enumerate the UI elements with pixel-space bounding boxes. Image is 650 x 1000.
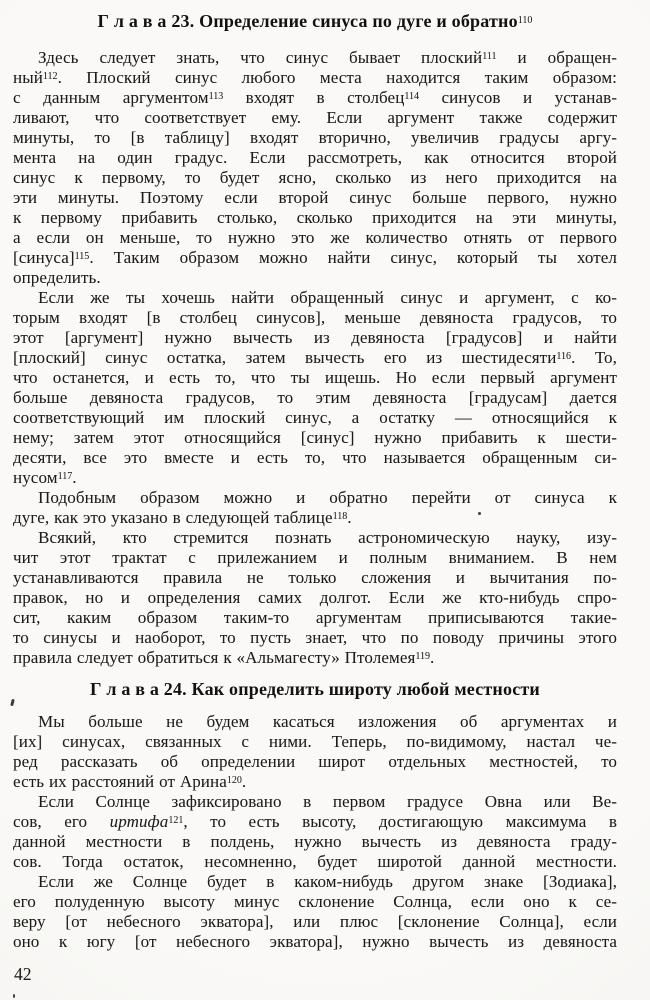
text-run: иртифа [109,812,169,831]
text-run: . Плоский синус любого места находится таким образом: [57,68,617,87]
text-run: . [347,508,352,527]
text-run: и обращен- [496,48,617,67]
text-line: торым входят [в столбец синусов], меньше девяноста градусов, то [13,308,617,327]
text-line: минуты, то [в таблицу] входят вторично, увеличив градусы аргу- [13,128,617,147]
text-line: веру [от небесного экватора], или плюс [склонение Солнца], если [13,912,617,931]
page-number: 42 [14,964,32,984]
text-line: то синусы и наоборот, то пусть знает, что по поводу причины этого [13,628,617,647]
text-line [13,48,617,68]
footnote-ref: 121 [168,815,184,826]
footnote-ref: 117 [57,471,73,482]
footnote-ref: 111 [482,51,497,62]
chapter-heading [13,10,617,32]
paragraph [13,48,617,288]
text-run: входят в столбец [223,88,405,107]
paragraph [13,872,617,952]
text-line: что останется, и есть то, что ты ищешь. Но если первый аргумент [13,368,617,387]
text-line: мента на один градус. Если рассмотреть, как относится второй [13,148,617,167]
text-run: [плоский] синус остатка, затем вычесть его из шестидесяти [13,348,557,367]
text-line: Всякий, кто стремится познать астрономическую науку, изу- [38,528,617,547]
text-line [13,468,617,488]
paragraph [13,712,617,792]
text-line: к первому прибавить столько, сколько приходится на эти минуты, [13,208,617,227]
text-run: сов, его [13,812,110,831]
text-line: синус к первому, то будет ясно, сколько из него приходится на [13,168,617,187]
text-run: правила следует обратиться к «Альмагесту» Птолемея [13,648,416,667]
paragraph [13,792,617,872]
text-line: правок, но и определения самих долгот. Если же кто-нибудь спро- [13,588,617,607]
text-line: данной местности в полдень, нужно вычесть из девяноста граду- [13,832,617,851]
text-line: больше девяноста градусов, то этим девяноста [градусам] дается [13,388,617,407]
text-line: сит, каким образом таким-то аргументам приписываются такие- [13,608,617,627]
text-run: , то есть высоту, достигающую максимума в [183,812,617,831]
text-line [13,348,617,368]
text-line: ред рассказать об определении широт отдельных местностей, то [13,752,617,771]
text-line: нему; затем этот относящийся [синус] нужно прибавить к шести- [13,428,617,447]
text-run: есть их расстояний от Арина [13,772,227,791]
footnote-ref: 116 [556,351,572,362]
text-line: сов. Тогда остаток, несомненно, будет широтой данной местности. [13,852,617,871]
text-line: Если Солнце зафиксировано в первом градусе Овна или Ве- [38,792,617,811]
paragraph [13,488,617,528]
footnote-ref: 114 [404,91,420,102]
footnote-ref: 112 [42,71,58,82]
text-line: устанавливаются правила не только сложения и вычитания по- [13,568,617,587]
text-run: . [72,468,77,487]
text-line: чит этот трактат с прилежанием и полным вниманием. В нем [13,548,617,567]
text-run: дуге, как это указано в следующей таблице [13,508,333,527]
paragraph [13,528,617,668]
text-line: соответствующий им плоский синус, а остатку — относящийся к [13,408,617,427]
footnote-ref: 115 [74,251,90,262]
text-run: Г л а в а 23. Определение синуса по дуге и обратно [97,11,518,31]
text-run: синусов и устанав- [419,88,617,107]
text-run: . То, [571,348,617,367]
text-line: Подобным образом можно и обратно перейти от синуса к [38,488,617,507]
text-line: Если же Солнце будет в каком-нибудь другом знаке [Зодиака], [38,872,617,891]
text-line [13,508,617,528]
footnote-ref: 110 [517,15,533,26]
text-line [13,88,617,108]
text-line: [их] синусах, связанных с ними. Теперь, по-видимому, настал че- [13,732,617,751]
text-line: Мы больше не будем касаться изложения об аргументах и [38,712,617,731]
text-line: а если он меньше, то нужно это же количество отнять от первого [13,228,617,247]
footnote-ref: 119 [415,651,431,662]
text-run: нусом [13,468,58,487]
text-line: этот [аргумент] нужно вычесть из девяноста [градусов] и найти [13,328,617,347]
text-run: Г л а в а 24. Как определить широту любой местности [89,679,541,699]
footnote-ref: 118 [332,511,348,522]
text-run: . [241,772,247,791]
text-line: ливают, что соответствует ему. Если аргумент также содержит [13,108,617,127]
paragraph [13,288,617,488]
text-line: десяти, все это вместе и есть то, что называется обращенным си- [13,448,617,467]
text-line [13,772,617,792]
text-line [13,812,617,832]
chapter-heading [13,678,617,700]
text-line: определить. [13,268,101,287]
text-line: Если же ты хочешь найти обращенный синус и аргумент, с ко- [38,288,617,307]
text-line: его полуденную высоту минус склонение Солнца, если оно к се- [13,892,617,911]
text-run: . [430,648,435,667]
scan-artifact-speck [13,994,15,998]
text-line [13,68,617,88]
text-run: [синуса] [13,248,75,267]
text-line: эти минуты. Поэтому если второй синус больше первого, нужно [13,188,617,207]
text-run: с данным аргументом [13,88,209,107]
footnote-ref: 120 [226,775,242,786]
text-line: оно к югу [от небесного экватора], нужно вычесть из девяноста [13,932,617,951]
text-run: . Таким образом можно найти синус, который ты хотел [89,248,617,267]
text-line [13,248,617,268]
text-line [13,648,617,668]
footnote-ref: 113 [208,91,224,102]
scan-artifact-dot [478,512,481,515]
text-run: Здесь следует знать, что синус бывает плоский [38,48,483,67]
page-content [13,0,617,952]
text-run: ный [13,68,43,87]
